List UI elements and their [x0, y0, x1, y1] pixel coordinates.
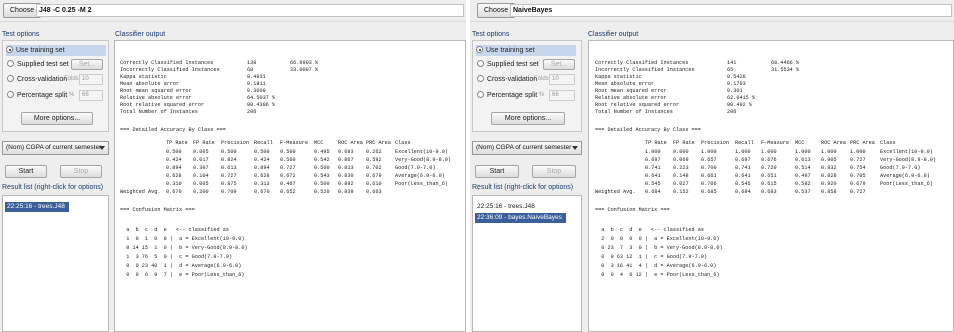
summary-value: 31.5534 % [771, 67, 800, 73]
detail-cell: Poor(Less_than_6) [395, 181, 448, 187]
classifier-output-area[interactable] [114, 40, 466, 332]
confusion-header: === Confusion Matrix === [595, 207, 670, 213]
detail-cell: 0.828 [821, 173, 837, 179]
detail-cell: Average(6.9-6.0) [395, 173, 445, 179]
radio-percentage-split[interactable]: Percentage split [7, 90, 117, 101]
summary-value: 68.4466 % [771, 60, 800, 66]
detail-cell: 0.727 [850, 157, 866, 163]
radio-percentage-split[interactable]: Percentage split [477, 90, 587, 101]
confusion-head-row: a b c d e <-- classified as [595, 227, 704, 233]
stop-button[interactable]: Stop [532, 165, 576, 178]
detail-cell: 0.920 [821, 181, 837, 187]
confusion-row: 0 0 6 9 7 | e = Poor(Less_than_6) [120, 272, 245, 278]
detail-cell: 0.148 [673, 173, 689, 179]
summary-label: Relative absolute error [120, 95, 192, 101]
summary-label: Root relative squared error [120, 102, 205, 108]
detail-cell: 0.500 [314, 181, 330, 187]
weighted-cell: 0.709 [221, 189, 237, 195]
detail-cell: 0.813 [338, 165, 354, 171]
percent-label: % [69, 92, 75, 98]
class-attribute-select[interactable]: (Nom) CGPA of current semester [2, 141, 109, 155]
detail-cell: 0.542 [314, 157, 330, 163]
summary-label: Total Number of Instances [595, 109, 673, 115]
detail-cell: 0.679 [850, 181, 866, 187]
detail-cell: 0.832 [821, 165, 837, 171]
detail-cell: 0.641 [735, 173, 751, 179]
detail-col: F-Measure [761, 140, 790, 146]
detail-cell: 0.754 [850, 165, 866, 171]
summary-value: 80.492 % [727, 102, 752, 108]
summary-count: 138 [247, 60, 257, 66]
detail-col: Precision [701, 140, 730, 146]
detail-cell: 1.000 [645, 149, 661, 155]
detail-cell: 0.613 [795, 157, 811, 163]
detail-cell: 0.069 [673, 157, 689, 163]
test-options-box [2, 40, 109, 132]
start-button[interactable]: Start [475, 165, 519, 178]
set-test-set-button[interactable]: Set... [543, 59, 575, 70]
summary-value: 0.4931 [247, 74, 266, 80]
confusion-row: 0 23 7 3 0 | b = Very-Good(8.9-8.0) [595, 245, 723, 251]
detail-cell: 0.875 [221, 181, 237, 187]
weighted-cell: 0.839 [338, 189, 354, 195]
weighted-cell: 0.727 [850, 189, 866, 195]
result-item-j48[interactable]: 22:25:16 - trees.J48 [477, 203, 535, 210]
radio-icon [477, 91, 484, 98]
detail-cell: 0.905 [821, 157, 837, 163]
classifier-config-field[interactable]: NaiveBayes [510, 4, 952, 17]
summary-value: 0.1703 [727, 81, 746, 87]
summary-label: Relative absolute error [595, 95, 667, 101]
radio-icon [7, 60, 14, 67]
detail-col: Precision [221, 140, 250, 146]
weighted-cell: 0.683 [761, 189, 777, 195]
summary-label: Kappa statistic [120, 74, 167, 80]
summary-value: 64.5037 % [247, 95, 276, 101]
classifier-output-area[interactable] [588, 40, 954, 332]
summary-label: Root relative squared error [595, 102, 680, 108]
detail-col: F-Measure [280, 140, 309, 146]
stop-button[interactable]: Stop [60, 165, 102, 178]
confusion-row: 0 0 23 40 1 | d = Average(6.9-6.0) [120, 263, 242, 269]
detail-cell: 0.223 [673, 165, 689, 171]
weighted-cell: 0.537 [795, 189, 811, 195]
confusion-head-row: a b c d e <-- classified as [120, 227, 229, 233]
detail-cell: 0.830 [338, 173, 354, 179]
detail-cell: 0.310 [166, 181, 182, 187]
summary-label: Root mean squared error [595, 88, 667, 94]
detail-cell: 0.582 [795, 181, 811, 187]
result-list-title: Result list (right-click for options) [472, 184, 574, 191]
detail-cell: 0.672 [280, 173, 296, 179]
detail-cell: 0.545 [645, 181, 661, 187]
confusion-header: === Confusion Matrix === [120, 207, 195, 213]
detail-cell: Poor(Less_than_6) [880, 181, 933, 187]
detail-cell: 0.824 [221, 157, 237, 163]
detail-col: MCC [795, 140, 805, 146]
weighted-cell: 0.685 [701, 189, 717, 195]
result-list[interactable] [472, 195, 582, 332]
detail-cell: 0.700 [701, 165, 717, 171]
detail-col: PRC Area [850, 140, 875, 146]
detail-cell: Average(6.9-6.0) [880, 173, 930, 179]
classifier-output-title: Classifier output [115, 31, 166, 38]
detail-cell: 0.005 [193, 181, 209, 187]
summary-value: 80.4396 % [247, 102, 276, 108]
detail-cell: 0.313 [254, 181, 270, 187]
detail-cell: 0.500 [254, 149, 270, 155]
classifier-config-field[interactable]: J48 -C 0.25 -M 2 [36, 4, 464, 17]
result-item-j48[interactable]: 22:25:16 - trees.J48 [5, 202, 69, 212]
chevron-down-icon [572, 146, 578, 150]
test-options-title: Test options [2, 31, 40, 38]
classifier-toolbar [0, 0, 466, 22]
detail-cell: 0.017 [193, 157, 209, 163]
summary-label: Total Number of Instances [120, 109, 198, 115]
detail-col: MCC [314, 140, 324, 146]
weighted-cell: 0.663 [366, 189, 382, 195]
detail-cell: 0.500 [314, 165, 330, 171]
summary-label: Mean absolute error [120, 81, 180, 87]
detail-col: FP Rate [673, 140, 695, 146]
detail-cell: 0.702 [366, 165, 382, 171]
detail-cell: 0.592 [366, 157, 382, 163]
detail-cell: 0.500 [280, 149, 296, 155]
detail-cell: 0.720 [761, 165, 777, 171]
weighted-avg-label: Weighted Avg. [595, 189, 636, 195]
confusion-row: 0 0 4 6 12 | e = Poor(Less_than_6) [595, 272, 720, 278]
classifier-output-title: Classifier output [588, 31, 639, 38]
confusion-row: 1 0 1 0 0 | a = Excellent(10-9.0) [120, 236, 245, 242]
summary-value: 33.0097 % [290, 67, 319, 73]
summary-value: 0.301 [727, 88, 743, 94]
confusion-row: 2 0 0 0 0 | a = Excellent(10-9.0) [595, 236, 720, 242]
detail-cell: 0.641 [645, 173, 661, 179]
detail-cell: 0.262 [366, 149, 382, 155]
confusion-row: 0 3 16 41 4 | d = Average(6.9-6.0) [595, 263, 717, 269]
radio-cross-validation[interactable]: Cross-validation [7, 74, 117, 85]
detail-cell: 0.693 [338, 149, 354, 155]
detail-cell: Very-Good(8.9-8.0) [395, 157, 452, 163]
radio-icon [7, 75, 14, 82]
detail-cell: 0.424 [254, 157, 270, 163]
detail-cell: 0.705 [850, 173, 866, 179]
radio-cross-validation[interactable]: Cross-validation [477, 74, 587, 85]
detail-cell: 0.104 [193, 173, 209, 179]
more-options-button[interactable]: More options... [21, 112, 93, 125]
summary-count: 206 [247, 109, 257, 115]
detail-cell: Excellent(10-9.0) [395, 149, 448, 155]
detail-cell: 0.727 [221, 173, 237, 179]
confusion-row: 0 14 15 1 0 | b = Very-Good(8.9-8.0) [120, 245, 248, 251]
detail-cell: 0.628 [166, 173, 182, 179]
weighted-cell: 0.652 [280, 189, 296, 195]
detail-cell: 0.894 [254, 165, 270, 171]
detail-col: Recall [735, 140, 754, 146]
detail-cell: 0.706 [701, 181, 717, 187]
radio-icon [477, 60, 484, 67]
detail-cell: 1.000 [761, 149, 777, 155]
detail-cell: 0.027 [673, 181, 689, 187]
result-item-naivebayes[interactable]: 22:36:09 - bayes.NaiveBayes [475, 213, 566, 223]
detail-header: === Detailed Accuracy By Class === [595, 127, 701, 133]
detail-col: ROC Area [338, 140, 363, 146]
summary-label: Correctly Classified Instances [595, 60, 689, 66]
detail-cell: 0.545 [735, 181, 751, 187]
detail-col: TP Rate [645, 140, 667, 146]
detail-cell: 0.005 [193, 149, 209, 155]
naivebayes-explorer-panel [470, 0, 954, 332]
detail-col: Class [395, 140, 411, 146]
weighted-cell: 0.670 [254, 189, 270, 195]
radio-selected-icon [6, 46, 13, 53]
summary-label: Incorrectly Classified Instances [595, 67, 695, 73]
folds-input[interactable]: 10 [79, 74, 103, 85]
detail-col: TP Rate [166, 140, 188, 146]
chevron-down-icon [99, 146, 105, 150]
detail-col: FP Rate [193, 140, 215, 146]
detail-cell: 0.500 [221, 149, 237, 155]
start-button[interactable]: Start [5, 165, 47, 178]
weighted-cell: 0.200 [193, 189, 209, 195]
summary-value: 66.9903 % [290, 60, 319, 66]
radio-icon [7, 91, 14, 98]
detail-cell: 0.697 [735, 157, 751, 163]
weighted-cell: 0.520 [314, 189, 330, 195]
summary-label: Incorrectly Classified Instances [120, 67, 220, 73]
detail-cell: 0.741 [645, 165, 661, 171]
weighted-cell: 0.670 [166, 189, 182, 195]
percent-label: % [539, 92, 545, 98]
weighted-avg-label: Weighted Avg. [120, 189, 161, 195]
detail-col: PRC Area [366, 140, 391, 146]
choose-classifier-button[interactable]: Choose [477, 3, 515, 18]
detail-cell: 0.628 [254, 173, 270, 179]
summary-label: Mean absolute error [595, 81, 655, 87]
detail-cell: 0.867 [338, 157, 354, 163]
radio-use-training-set[interactable]: Use training set [6, 45, 106, 56]
detail-cell: 0.892 [338, 181, 354, 187]
summary-count: 68 [247, 67, 254, 73]
summary-count: 65 [727, 67, 734, 73]
detail-cell: 0.661 [701, 173, 717, 179]
radio-selected-icon [476, 46, 483, 53]
detail-cell: 0.543 [314, 173, 330, 179]
detail-cell: 0.424 [166, 157, 182, 163]
detail-cell: 0.741 [735, 165, 751, 171]
confusion-row: 0 9 63 12 1 | c = Good(7.9-7.0) [595, 254, 708, 260]
detail-cell: Very-Good(8.9-8.0) [880, 157, 937, 163]
detail-cell: 0.651 [761, 173, 777, 179]
folds-label: Folds [534, 76, 549, 82]
detail-cell: 1.000 [701, 149, 717, 155]
summary-label: Root mean squared error [120, 88, 192, 94]
percent-input[interactable]: 66 [79, 90, 103, 101]
detail-cell: 0.514 [795, 165, 811, 171]
radio-supplied-test-set[interactable]: Supplied test set [7, 59, 117, 70]
detail-cell: 0.560 [280, 157, 296, 163]
detail-cell: 0.615 [761, 181, 777, 187]
detail-cell: 0.727 [280, 165, 296, 171]
detail-cell: 1.000 [795, 149, 811, 155]
detail-cell: 1.000 [821, 149, 837, 155]
detail-col: Recall [254, 140, 273, 146]
summary-value: 62.0415 % [727, 95, 756, 101]
summary-label: Kappa statistic [595, 74, 642, 80]
detail-col: ROC Area [821, 140, 846, 146]
detail-cell: 0.000 [673, 149, 689, 155]
weighted-cell: 0.684 [645, 189, 661, 195]
detail-cell: 0.500 [166, 149, 182, 155]
detail-cell: 0.679 [366, 173, 382, 179]
radio-supplied-test-set[interactable]: Supplied test set [477, 59, 587, 70]
detail-cell: 0.397 [193, 165, 209, 171]
summary-value: 0.3009 [247, 88, 266, 94]
folds-input[interactable]: 10 [549, 74, 575, 85]
class-attribute-select[interactable]: (Nom) CGPA of current semester [472, 141, 582, 155]
detail-cell: 0.497 [795, 173, 811, 179]
detail-header: === Detailed Accuracy By Class === [120, 127, 226, 133]
detail-cell: 0.467 [280, 181, 296, 187]
result-list-title: Result list (right-click for options) [2, 184, 104, 191]
detail-cell: 1.000 [735, 149, 751, 155]
choose-classifier-button[interactable]: Choose [3, 3, 41, 18]
detail-cell: 0.495 [314, 149, 330, 155]
folds-label: Folds [64, 76, 79, 82]
summary-value: 0.5428 [727, 74, 746, 80]
detail-cell: 0.657 [701, 157, 717, 163]
weighted-cell: 0.684 [735, 189, 751, 195]
summary-label: Correctly Classified Instances [120, 60, 214, 66]
weighted-cell: 0.858 [821, 189, 837, 195]
result-list[interactable] [2, 195, 109, 332]
radio-icon [477, 75, 484, 82]
more-options-button[interactable]: More options... [491, 112, 565, 125]
detail-cell: Good(7.9-7.0) [395, 165, 436, 171]
percent-input[interactable]: 66 [549, 90, 575, 101]
detail-cell: 0.676 [761, 157, 777, 163]
set-test-set-button[interactable]: Set... [71, 59, 103, 70]
detail-cell: 0.697 [645, 157, 661, 163]
detail-cell: 0.610 [366, 181, 382, 187]
j48-explorer-panel [0, 0, 466, 332]
radio-use-training-set[interactable]: Use training set [476, 45, 576, 56]
summary-count: 141 [727, 60, 737, 66]
detail-col: Class [880, 140, 896, 146]
detail-cell: Good(7.9-7.0) [880, 165, 921, 171]
detail-cell: 0.613 [221, 165, 237, 171]
detail-cell: 0.894 [166, 165, 182, 171]
weighted-cell: 0.152 [673, 189, 689, 195]
detail-cell: 1.000 [850, 149, 866, 155]
test-options-box [472, 40, 582, 132]
summary-count: 206 [727, 109, 737, 115]
confusion-row: 1 3 76 5 0 | c = Good(7.9-7.0) [120, 254, 233, 260]
summary-value: 0.1811 [247, 81, 266, 87]
classifier-toolbar [470, 0, 954, 22]
detail-cell: Excellent(10-9.0) [880, 149, 933, 155]
test-options-title: Test options [472, 31, 510, 38]
